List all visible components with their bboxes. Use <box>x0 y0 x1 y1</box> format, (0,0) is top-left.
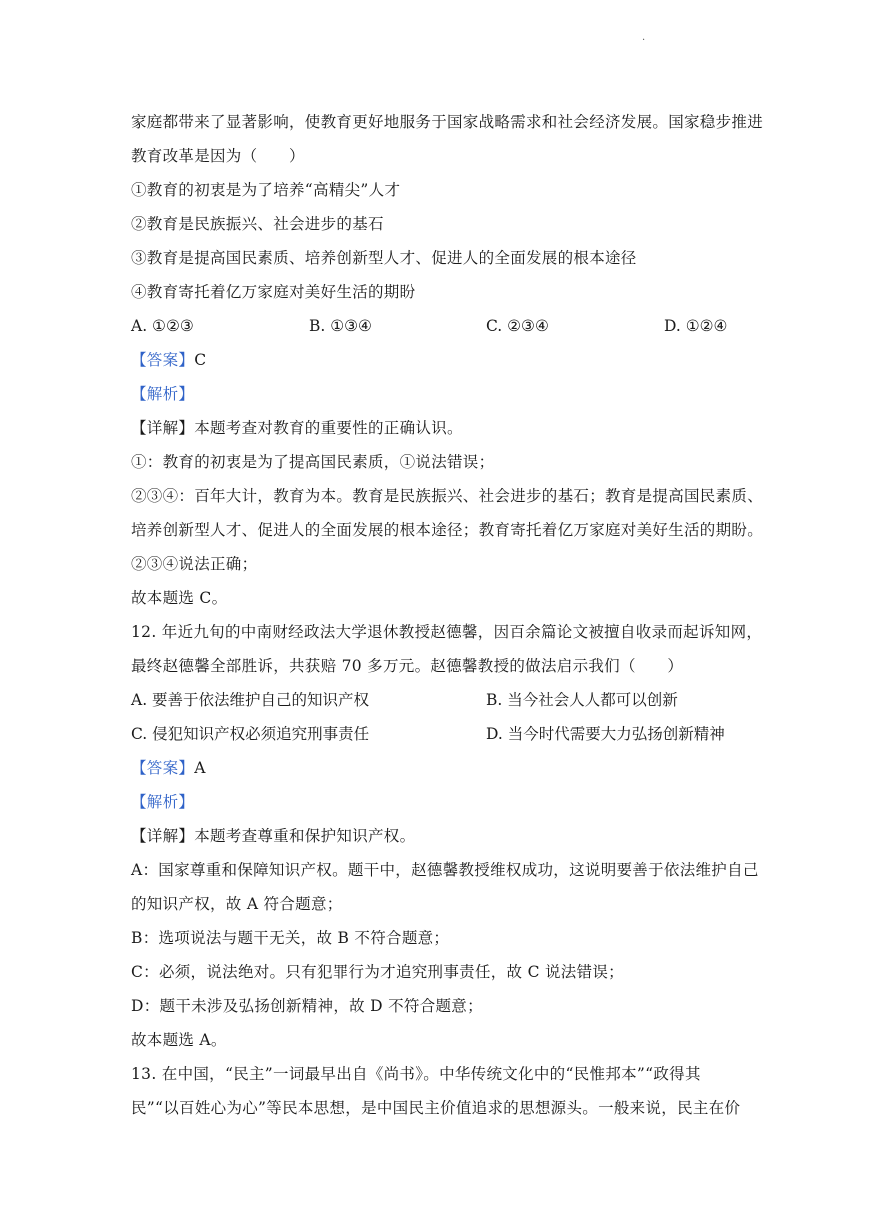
q12-option-c: C. 侵犯知识产权必须追究刑事责任 <box>131 725 370 743</box>
detail-label: 【详解】 <box>131 419 195 437</box>
q11-explain-3: 培养创新型人才、促进人的全面发展的根本途径；教育寄托着亿万家庭对美好生活的期盼。 <box>131 521 764 539</box>
q12-option-b: B. 当今社会人人都可以创新 <box>486 691 678 709</box>
q12-detail <box>131 826 415 846</box>
q11-explain-4: ②③④说法正确； <box>131 555 258 573</box>
answer-label: 【答案】 <box>131 759 195 777</box>
q13-stem-line-1: 13. 在中国，“民主”一词最早出自《尚书》。中华传统文化中的“民惟邦本”“政得其 <box>131 1065 701 1083</box>
answer-label: 【答案】 <box>131 351 195 369</box>
q11-explain-1: ①：教育的初衷是为了提高国民素质，①说法错误； <box>131 453 495 471</box>
q11-answer <box>131 350 206 370</box>
q11-option-c: C. ②③④ <box>486 317 549 335</box>
q11-statement-3: ③教育是提高国民素质、培养创新型人才、促进人的全面发展的根本途径 <box>131 249 637 267</box>
q11-statement-4: ④教育寄托着亿万家庭对美好生活的期盼 <box>131 283 416 301</box>
q12-explain-5: D：题干未涉及弘扬创新精神，故 D 不符合题意； <box>131 997 483 1015</box>
q11-option-a: A. ①②③ <box>131 317 194 335</box>
detail-text: 本题考查尊重和保护知识产权。 <box>194 827 416 845</box>
q12-explain-6: 故本题选 A。 <box>131 1031 227 1049</box>
q11-stem-line-2: 教育改革是因为（ ） <box>131 147 305 165</box>
q11-explain-5: 故本题选 C。 <box>131 589 228 607</box>
q11-analysis-label: 【解析】 <box>131 385 195 403</box>
q12-explain-4: C：必须，说法绝对。只有犯罪行为才追究刑事责任，故 C 说法错误； <box>131 963 624 981</box>
q13-stem-line-2: 民”“以百姓心为心”等民本思想，是中国民主价值追求的思想源头。一般来说，民主在价 <box>131 1099 741 1117</box>
q12-explain-3: B：选项说法与题干无关，故 B 不符合题意； <box>131 929 450 947</box>
detail-text: 本题考查对教育的重要性的正确认识。 <box>194 419 463 437</box>
q12-explain-1: A：国家尊重和保障知识产权。题干中，赵德馨教授维权成功，这说明要善于依法维护自己 <box>131 861 759 879</box>
answer-value: A <box>194 759 206 777</box>
answer-value: C <box>194 351 207 369</box>
q12-stem-line-1: 12. 年近九旬的中南财经政法大学退休教授赵德馨，因百余篇论文被擅自收录而起诉知网， <box>131 623 763 641</box>
q12-option-a: A. 要善于依法维护自己的知识产权 <box>131 691 370 709</box>
q11-explain-2: ②③④：百年大计，教育为本。教育是民族振兴、社会进步的基石；教育是提高国民素质、 <box>131 487 764 505</box>
q11-statement-1: ①教育的初衷是为了培养“高精尖”人才 <box>131 181 401 199</box>
q11-stem-line-1: 家庭都带来了显著影响，使教育更好地服务于国家战略需求和社会经济发展。国家稳步推进 <box>131 113 764 131</box>
q11-option-d: D. ①②④ <box>664 317 728 335</box>
q12-stem-line-2: 最终赵德馨全部胜诉，共获赔 70 多万元。赵德馨教授的做法启示我们（ ） <box>131 657 684 675</box>
q11-detail <box>131 418 463 438</box>
q12-answer <box>131 758 206 778</box>
q12-explain-2: 的知识产权，故 A 符合题意； <box>131 895 343 913</box>
q11-statement-2: ②教育是民族振兴、社会进步的基石 <box>131 215 384 233</box>
header-mark: . <box>642 32 646 43</box>
q12-option-d: D. 当今时代需要大力弘扬创新精神 <box>486 725 725 743</box>
q12-analysis-label: 【解析】 <box>131 793 195 811</box>
q11-option-b: B. ①③④ <box>309 317 372 335</box>
detail-label: 【详解】 <box>131 827 195 845</box>
